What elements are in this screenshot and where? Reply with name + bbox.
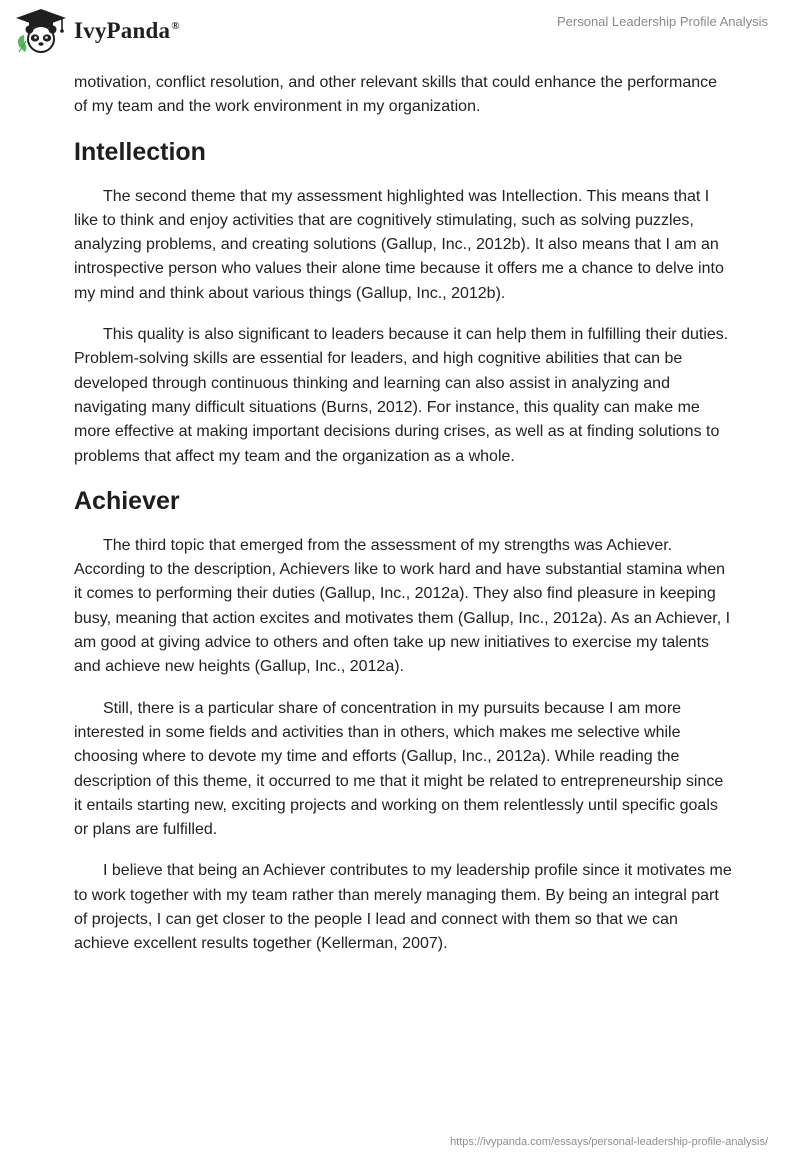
brand-name-text: IvyPanda	[74, 18, 171, 43]
body-paragraph: I believe that being an Achiever contributes to my leadership profile since it motivates me to work together with my team rather than merely managing them. By being an integral part of projects, I can get closer to the people I lead and connect with them so that we can achieve excellent results together (Kellerman, 2007).	[74, 862, 732, 953]
section-heading-intellection: Intellection	[74, 137, 206, 166]
page-header	[0, 0, 800, 62]
panda-graduate-icon	[14, 8, 68, 54]
section-heading-achiever: Achiever	[74, 486, 180, 515]
essay-body	[74, 71, 734, 974]
intro-continuation-paragraph: motivation, conflict resolution, and other relevant skills that could enhance the performance of my team and the work environment in my organization.	[74, 74, 718, 116]
body-paragraph: The third topic that emerged from the assessment of my strengths was Achiever. According to the description, Achievers like to work hard and have substantial stamina when it comes to performing their duties (Gallup, Inc., 2012a). They also find pleasure in keeping busy, meaning that action excites and motivates them (Gallup, Inc., 2012a). As an Achiever, I am good at giving advice to others and often take up new initiatives to exercise my talents and achieve new heights (Gallup, Inc., 2012a).	[74, 536, 731, 676]
registered-mark: ®	[171, 20, 180, 33]
body-paragraph: The second theme that my assessment highlighted was Intellection. This means that I like to think and enjoy activities that are cognitively stimulating, such as solving puzzles, analyzing problems, and creating solutions (Gallup, Inc., 2012b). It also means that I am an introspective person who values their alone time because it offers me a chance to delve into my mind and think about various things (Gallup, Inc., 2012b).	[74, 187, 724, 302]
source-url[interactable]: https://ivypanda.com/essays/personal-leadership-profile-analysis/	[450, 1136, 768, 1148]
document-title: Personal Leadership Profile Analysis	[556, 14, 768, 29]
ivypanda-logo[interactable]	[14, 8, 180, 54]
brand-name	[74, 18, 180, 44]
body-paragraph: This quality is also significant to leaders because it can help them in fulfilling their duties. Problem-solving skills are essential for leaders, and high cognitive abilities that can be developed through continuous thinking and learning can also assist in analyzing and navigating many difficult situations (Burns, 2012). For instance, this quality can make me more effective at making important decisions during crises, as well as at finding solutions to problems that affect my team and the organization as a whole.	[74, 326, 729, 465]
body-paragraph: Still, there is a particular share of concentration in my pursuits because I am more interested in some fields and activities than in others, which makes me selective while choosing where to devote my time and efforts (Gallup, Inc., 2012a). While reading the description of this theme, it occurred to me that it might be related to entrepreneurship since it entails starting new, exciting projects and working on them relentlessly until specific goals or plans are fulfilled.	[74, 699, 724, 839]
